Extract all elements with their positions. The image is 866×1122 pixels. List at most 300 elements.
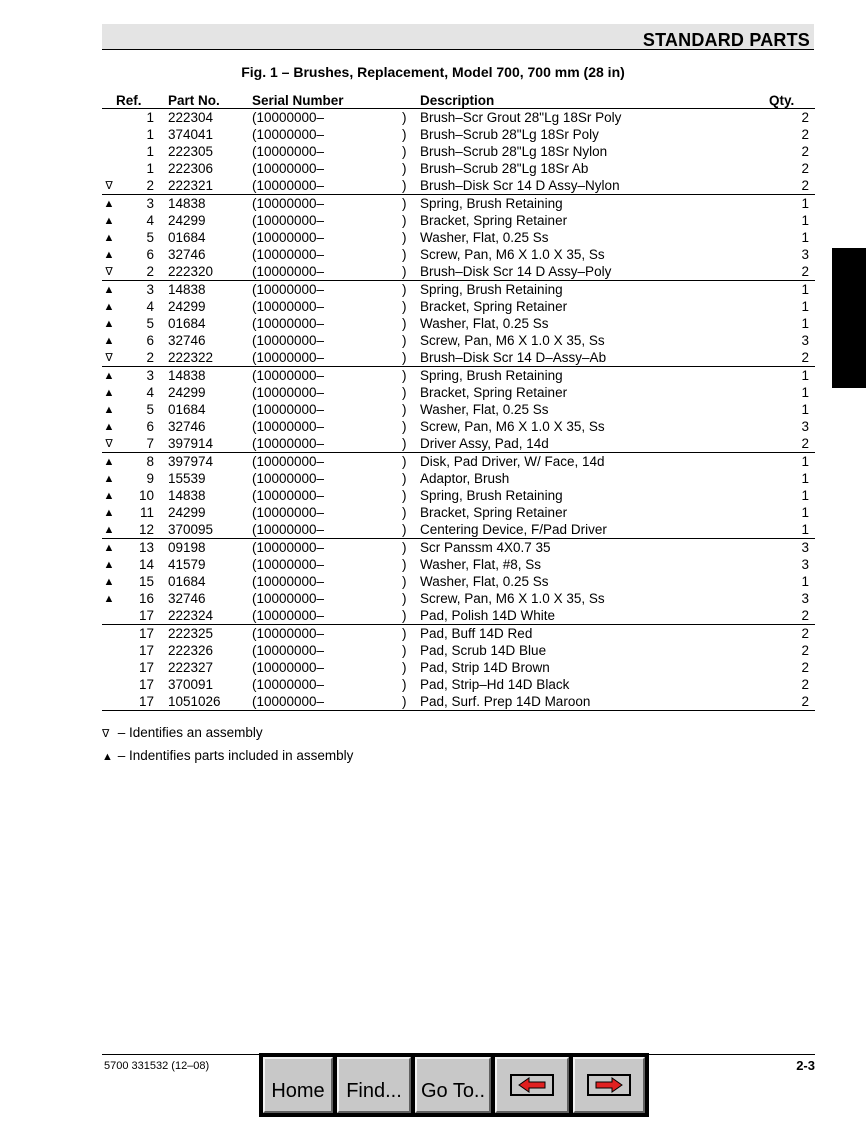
table-row	[102, 281, 815, 299]
ref-cell: 10	[138, 487, 154, 503]
parts-table	[102, 92, 815, 711]
table-row	[102, 246, 815, 263]
ref-cell: 1	[146, 109, 154, 125]
part-number-cell: 222304	[168, 109, 214, 125]
table-row	[102, 195, 815, 213]
table-row	[102, 349, 815, 367]
ref-cell: 6	[146, 246, 154, 262]
serial-close-cell: )	[402, 332, 407, 348]
part-number-cell: 09198	[168, 539, 252, 557]
mark-cell	[102, 642, 116, 659]
qty-cell: 1	[769, 453, 815, 471]
serial-number-cell: (10000000–	[252, 487, 325, 503]
serial-close-cell: )	[402, 246, 407, 262]
table-row	[102, 315, 815, 332]
header-bar	[102, 24, 814, 50]
ref-cell: 4	[146, 298, 154, 314]
ref-cell: 16	[138, 590, 154, 606]
serial-number-cell: (10000000–	[252, 625, 402, 643]
description-cell: Pad, Scrub 14D Blue	[420, 642, 547, 658]
part-number-cell: 14838	[168, 487, 206, 503]
description-cell: Brush–Disk Scr 14 D Assy–Nylon	[420, 177, 620, 193]
ref-cell: 13	[116, 539, 168, 557]
description-header: Description	[420, 92, 769, 109]
part-number-cell: 01684	[168, 315, 206, 331]
included-part-icon: ▲	[103, 489, 115, 502]
included-part-icon: ▲	[102, 195, 116, 213]
serial-close-cell: )	[402, 349, 407, 365]
navigation-bar	[259, 1053, 649, 1117]
part-number-cell: 222324	[168, 607, 214, 623]
ref-cell: 4	[146, 212, 154, 228]
ref-cell: 2	[146, 263, 154, 279]
serial-close-cell: )	[402, 470, 407, 486]
ref-cell: 9	[146, 470, 154, 486]
home-button[interactable]: Home	[263, 1057, 333, 1113]
serial-close-cell: )	[402, 504, 407, 520]
included-part-icon: ▲	[103, 214, 115, 227]
description-cell: Screw, Pan, M6 X 1.0 X 35, Ss	[420, 246, 605, 262]
serial-close-cell: )	[402, 195, 420, 213]
ref-cell: 3	[116, 195, 168, 213]
ref-cell: 11	[139, 504, 154, 520]
table-row	[102, 384, 815, 401]
table-row	[102, 298, 815, 315]
table-row	[102, 212, 815, 229]
qty-cell: 1	[801, 504, 809, 520]
description-cell: Screw, Pan, M6 X 1.0 X 35, Ss	[420, 418, 605, 434]
included-part-icon: ▲	[103, 231, 115, 244]
table-row	[102, 573, 815, 590]
table-row	[102, 693, 815, 711]
included-part-icon: ▲	[103, 403, 115, 416]
ref-cell: 17	[138, 607, 154, 623]
qty-cell: 3	[801, 246, 809, 262]
serial-close-cell: )	[402, 435, 407, 451]
serial-close-cell: )	[402, 487, 407, 503]
serial-number-cell: (10000000–	[252, 177, 325, 193]
included-part-icon: ▲	[103, 420, 115, 433]
description-cell: Adaptor, Brush	[420, 470, 510, 486]
qty-cell: 2	[801, 160, 809, 176]
ref-cell: 17	[138, 642, 154, 658]
section-title: STANDARD PARTS	[642, 30, 810, 50]
table-row	[102, 401, 815, 418]
part-number-cell: 370095	[168, 521, 214, 537]
serial-number-cell: (10000000–	[252, 573, 325, 589]
qty-cell: 1	[801, 573, 809, 589]
mark-header	[102, 92, 116, 109]
table-row	[102, 332, 815, 349]
serial-number-cell: (10000000–	[252, 521, 325, 537]
description-cell: Bracket, Spring Retainer	[420, 298, 568, 314]
included-part-icon: ▲	[102, 281, 116, 299]
description-cell: Spring, Brush Retaining	[420, 281, 769, 299]
included-part-icon: ▲	[102, 539, 116, 557]
part-number-cell: 32746	[168, 246, 206, 262]
serial-number-cell: (10000000–	[252, 109, 325, 125]
description-cell: Disk, Pad Driver, W/ Face, 14d	[420, 453, 769, 471]
part-number-cell: 41579	[168, 556, 206, 572]
serial-close-cell: )	[402, 625, 420, 643]
mark-cell	[102, 126, 116, 143]
table-row	[102, 521, 815, 539]
mark-cell	[102, 676, 116, 693]
assembly-icon: ∇	[105, 437, 113, 450]
part-number-cell: 32746	[168, 418, 206, 434]
serial-close-cell: )	[402, 298, 407, 314]
table-row	[102, 539, 815, 557]
serial-number-cell: (10000000–	[252, 556, 325, 572]
included-part-icon: ▲	[103, 300, 115, 313]
previous-page-button[interactable]	[495, 1057, 569, 1113]
qty-cell: 2	[801, 435, 809, 451]
table-row	[102, 607, 815, 625]
qty-cell: 2	[801, 109, 809, 125]
ref-cell: 17	[116, 693, 168, 711]
serial-number-cell: (10000000–	[252, 315, 325, 331]
ref-cell: 6	[146, 332, 154, 348]
qty-cell: 2	[801, 676, 809, 692]
description-cell: Bracket, Spring Retainer	[420, 504, 568, 520]
parts-table-body	[102, 109, 815, 711]
part-number-cell: 222325	[168, 625, 252, 643]
part-number-cell: 01684	[168, 229, 206, 245]
serial-number-cell: (10000000–	[252, 539, 402, 557]
description-cell: Brush–Scrub 28"Lg 18Sr Nylon	[420, 143, 608, 159]
assembly-icon: ∇	[105, 179, 113, 192]
qty-cell: 2	[801, 263, 809, 279]
table-row	[102, 143, 815, 160]
find-button[interactable]: Find...	[337, 1057, 411, 1113]
qty-cell: 2	[801, 349, 809, 365]
description-cell: Spring, Brush Retaining	[420, 195, 769, 213]
description-cell: Washer, Flat, 0.25 Ss	[420, 229, 549, 245]
ref-cell: 7	[146, 435, 154, 451]
qty-cell: 2	[801, 642, 809, 658]
serial-number-cell: (10000000–	[252, 367, 402, 385]
part-no-header: Part No.	[168, 92, 252, 109]
serial-close-cell: )	[402, 556, 407, 572]
part-number-cell: 222306	[168, 160, 214, 176]
qty-cell: 1	[801, 401, 809, 417]
included-part-icon: ▲	[102, 367, 116, 385]
description-cell: Driver Assy, Pad, 14d	[420, 435, 549, 451]
description-cell: Brush–Disk Scr 14 D Assy–Poly	[420, 263, 612, 279]
serial-close-cell: )	[402, 315, 407, 331]
qty-cell: 1	[769, 195, 815, 213]
table-row	[102, 642, 815, 659]
ref-cell: 6	[146, 418, 154, 434]
qty-cell: 1	[801, 470, 809, 486]
description-cell: Screw, Pan, M6 X 1.0 X 35, Ss	[420, 332, 605, 348]
serial-number-cell: (10000000–	[252, 229, 325, 245]
serial-number-cell: (10000000–	[252, 298, 325, 314]
serial-number-cell: (10000000–	[252, 195, 402, 213]
part-number-cell: 374041	[168, 126, 214, 142]
serial-close-cell: )	[402, 384, 407, 400]
qty-cell: 1	[801, 487, 809, 503]
description-cell: Washer, Flat, 0.25 Ss	[420, 573, 549, 589]
ref-cell: 8	[116, 453, 168, 471]
serial-close-cell: )	[402, 590, 407, 606]
ref-cell: 1	[146, 126, 154, 142]
description-cell: Pad, Strip 14D Brown	[420, 659, 550, 675]
ref-cell: 14	[138, 556, 154, 572]
serial-close-cell: )	[402, 418, 407, 434]
part-number-cell: 222326	[168, 642, 214, 658]
serial-number-cell: (10000000–	[252, 160, 325, 176]
left-arrow-icon	[517, 1077, 547, 1093]
serial-number-cell: (10000000–	[252, 693, 402, 711]
included-part-icon: ▲	[103, 558, 115, 571]
ref-header: Ref.	[116, 92, 168, 109]
serial-close-cell: )	[402, 143, 407, 159]
part-number-cell: 222320	[168, 263, 214, 279]
part-number-cell: 397914	[168, 435, 214, 451]
included-part-icon: ▲	[102, 751, 113, 763]
description-cell: Screw, Pan, M6 X 1.0 X 35, Ss	[420, 590, 605, 606]
description-cell: Washer, Flat, #8, Ss	[420, 556, 542, 572]
qty-cell: 1	[769, 281, 815, 299]
description-cell: Brush–Scrub 28"Lg 18Sr Ab	[420, 160, 589, 176]
mark-cell	[102, 143, 116, 160]
part-number-cell: 1051026	[168, 693, 252, 711]
qty-cell: 3	[801, 590, 809, 606]
qty-cell: 2	[769, 693, 815, 711]
serial-number-cell: (10000000–	[252, 332, 325, 348]
included-part-icon: ▲	[103, 317, 115, 330]
part-number-cell: 32746	[168, 332, 206, 348]
serial-close-cell: )	[402, 212, 407, 228]
ref-cell: 5	[146, 229, 154, 245]
description-cell: Pad, Polish 14D White	[420, 607, 556, 623]
ref-cell: 15	[138, 573, 154, 589]
serial-close-cell: )	[402, 229, 407, 245]
serial-close-cell: )	[402, 521, 407, 537]
section-tab-marker	[832, 248, 866, 388]
part-number-cell: 15539	[168, 470, 206, 486]
serial-header: Serial Number	[252, 92, 402, 109]
serial-close-cell: )	[402, 367, 420, 385]
page-number: 2-3	[796, 1058, 815, 1073]
serial-number-cell: (10000000–	[252, 126, 325, 142]
part-number-cell: 14838	[168, 367, 252, 385]
right-arrow-icon	[594, 1077, 624, 1093]
mark-cell	[102, 160, 116, 177]
serial-close-cell: )	[402, 573, 407, 589]
assembly-icon: ∇	[105, 265, 113, 278]
ref-cell: 3	[116, 281, 168, 299]
table-row	[102, 659, 815, 676]
legend-included	[102, 748, 353, 763]
paren-header	[402, 92, 420, 109]
ref-cell: 12	[138, 521, 154, 537]
part-number-cell: 24299	[168, 298, 206, 314]
qty-cell: 1	[801, 384, 809, 400]
table-row	[102, 487, 815, 504]
qty-cell: 1	[801, 229, 809, 245]
qty-header: Qty.	[769, 92, 815, 109]
serial-number-cell: (10000000–	[252, 607, 325, 623]
included-part-icon: ▲	[103, 472, 115, 485]
serial-close-cell: )	[402, 693, 420, 711]
legend-assembly-text: – Identifies an assembly	[117, 725, 263, 740]
qty-cell: 1	[801, 521, 809, 537]
description-cell: Spring, Brush Retaining	[420, 367, 769, 385]
part-number-cell: 222327	[168, 659, 214, 675]
description-cell: Pad, Buff 14D Red	[420, 625, 769, 643]
serial-number-cell: (10000000–	[252, 659, 325, 675]
serial-number-cell: (10000000–	[252, 642, 325, 658]
table-row	[102, 625, 815, 643]
serial-number-cell: (10000000–	[252, 212, 325, 228]
part-number-cell: 32746	[168, 590, 206, 606]
part-number-cell: 01684	[168, 401, 206, 417]
serial-number-cell: (10000000–	[252, 384, 325, 400]
serial-number-cell: (10000000–	[252, 246, 325, 262]
serial-close-cell: )	[402, 160, 407, 176]
qty-cell: 2	[801, 607, 809, 623]
description-cell: Washer, Flat, 0.25 Ss	[420, 315, 549, 331]
part-number-cell: 397974	[168, 453, 252, 471]
description-cell: Scr Panssm 4X0.7 35	[420, 539, 769, 557]
serial-number-cell: (10000000–	[252, 590, 325, 606]
ref-cell: 4	[146, 384, 154, 400]
description-cell: Bracket, Spring Retainer	[420, 212, 568, 228]
serial-close-cell: )	[402, 401, 407, 417]
next-page-button[interactable]	[573, 1057, 645, 1113]
table-row	[102, 229, 815, 246]
serial-close-cell: )	[402, 126, 407, 142]
included-part-icon: ▲	[102, 453, 116, 471]
table-row	[102, 504, 815, 521]
prev-arrow-frame	[510, 1074, 554, 1096]
ref-cell: 2	[146, 177, 154, 193]
qty-cell: 2	[801, 177, 809, 193]
assembly-icon: ∇	[105, 351, 113, 364]
serial-number-cell: (10000000–	[252, 435, 325, 451]
next-arrow-frame	[587, 1074, 631, 1096]
included-part-icon: ▲	[103, 592, 115, 605]
table-row	[102, 418, 815, 435]
qty-cell: 2	[801, 659, 809, 675]
part-number-cell: 222305	[168, 143, 214, 159]
included-part-icon: ▲	[103, 506, 115, 519]
part-number-cell: 14838	[168, 195, 252, 213]
qty-cell: 3	[769, 539, 815, 557]
goto-button[interactable]: Go To..	[415, 1057, 491, 1113]
figure-title: Fig. 1 – Brushes, Replacement, Model 700, 700 mm (28 in)	[241, 64, 625, 80]
mark-cell	[102, 109, 116, 127]
description-cell: Brush–Scr Grout 28"Lg 18Sr Poly	[420, 109, 622, 125]
table-row	[102, 435, 815, 453]
serial-close-cell: )	[402, 676, 407, 692]
description-cell: Bracket, Spring Retainer	[420, 384, 568, 400]
qty-cell: 2	[801, 126, 809, 142]
table-row	[102, 470, 815, 487]
serial-number-cell: (10000000–	[252, 263, 325, 279]
qty-cell: 2	[769, 625, 815, 643]
serial-close-cell: )	[402, 281, 420, 299]
serial-close-cell: )	[402, 453, 420, 471]
serial-number-cell: (10000000–	[252, 401, 325, 417]
serial-number-cell: (10000000–	[252, 281, 402, 299]
serial-number-cell: (10000000–	[252, 453, 402, 471]
table-header-row	[102, 92, 815, 109]
part-number-cell: 14838	[168, 281, 252, 299]
legend-assembly	[102, 725, 263, 740]
ref-cell: 17	[138, 676, 154, 692]
qty-cell: 3	[801, 332, 809, 348]
serial-close-cell: )	[402, 607, 407, 623]
mark-cell	[102, 607, 116, 625]
description-cell: Pad, Surf. Prep 14D Maroon	[420, 693, 769, 711]
part-number-cell: 24299	[168, 212, 206, 228]
serial-close-cell: )	[402, 539, 420, 557]
serial-close-cell: )	[402, 177, 407, 193]
ref-cell: 5	[146, 315, 154, 331]
serial-number-cell: (10000000–	[252, 143, 325, 159]
part-number-cell: 222322	[168, 349, 214, 365]
mark-cell	[102, 693, 116, 711]
qty-cell: 1	[801, 298, 809, 314]
table-row	[102, 126, 815, 143]
table-row	[102, 160, 815, 177]
qty-cell: 1	[801, 315, 809, 331]
ref-cell: 3	[116, 367, 168, 385]
serial-number-cell: (10000000–	[252, 504, 325, 520]
qty-cell: 1	[801, 212, 809, 228]
part-number-cell: 222321	[168, 177, 214, 193]
mark-cell	[102, 625, 116, 643]
mark-cell	[102, 659, 116, 676]
description-cell: Centering Device, F/Pad Driver	[420, 521, 607, 537]
document-number: 5700 331532 (12–08)	[104, 1060, 210, 1072]
ref-cell: 5	[146, 401, 154, 417]
part-number-cell: 24299	[168, 504, 206, 520]
table-row	[102, 556, 815, 573]
serial-close-cell: )	[402, 659, 407, 675]
description-cell: Pad, Strip–Hd 14D Black	[420, 676, 570, 692]
legend-included-text: – Indentifies parts included in assembly	[117, 748, 354, 763]
table-row	[102, 263, 815, 281]
description-cell: Brush–Disk Scr 14 D–Assy–Ab	[420, 349, 607, 365]
qty-cell: 3	[801, 418, 809, 434]
serial-close-cell: )	[402, 109, 407, 125]
ref-cell: 17	[138, 659, 154, 675]
serial-number-cell: (10000000–	[252, 349, 325, 365]
included-part-icon: ▲	[103, 386, 115, 399]
included-part-icon: ▲	[103, 248, 115, 261]
description-cell: Brush–Scrub 28"Lg 18Sr Poly	[420, 126, 599, 142]
serial-number-cell: (10000000–	[252, 418, 325, 434]
assembly-icon: ∇	[102, 728, 110, 740]
table-row	[102, 109, 815, 127]
table-row	[102, 676, 815, 693]
part-number-cell: 24299	[168, 384, 206, 400]
included-part-icon: ▲	[103, 523, 115, 536]
ref-cell: 2	[146, 349, 154, 365]
qty-cell: 1	[769, 367, 815, 385]
serial-number-cell: (10000000–	[252, 676, 325, 692]
table-row	[102, 367, 815, 385]
part-number-cell: 01684	[168, 573, 206, 589]
part-number-cell: 370091	[168, 676, 214, 692]
serial-number-cell: (10000000–	[252, 470, 325, 486]
serial-close-cell: )	[402, 642, 407, 658]
ref-cell: 1	[146, 143, 154, 159]
